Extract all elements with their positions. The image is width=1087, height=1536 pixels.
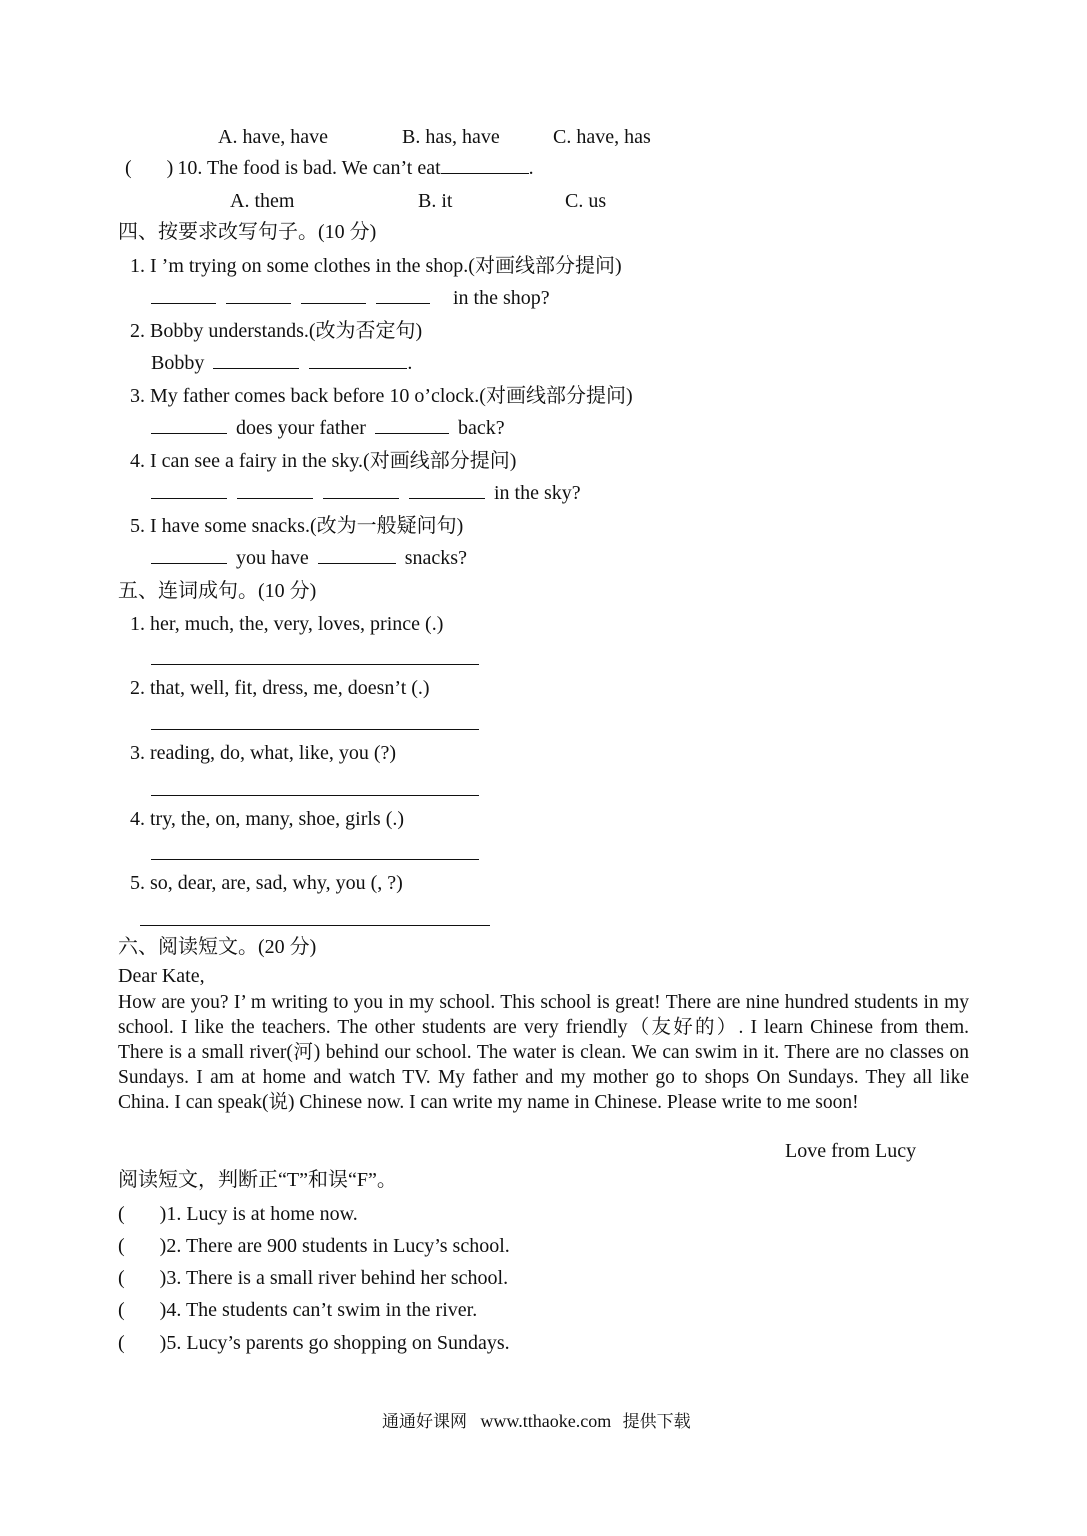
section4-a2 — [151, 353, 412, 373]
tf-item — [118, 1333, 510, 1353]
section4-a4 — [151, 483, 581, 503]
section5-q3: 3. reading, do, what, like, you (?) — [130, 742, 397, 764]
section4-heading: 四、按要求改写句子。(10 分) — [118, 221, 377, 243]
answer-blank — [151, 432, 227, 434]
tf-item — [118, 1236, 510, 1256]
section4-q2: 2. Bobby understands.(改为否定句) — [130, 320, 423, 342]
section5-q5: 5. so, dear, are, sad, why, you (, ?) — [130, 872, 403, 894]
tf-item — [118, 1268, 508, 1288]
section4-q4: 4. I can see a fairy in the sky.(对画线部分提问) — [130, 450, 517, 472]
section4-a5-mid: you have — [236, 547, 309, 569]
section4-q1: 1. I ’m trying on some clothes in the shop.(对画线部分提问) — [130, 255, 622, 277]
letter-body: How are you? I’ m writing to you in my school. This school is great! There are nine hundred students in my school. I like the teachers. The other students are very friendly（友好的）. I learn Chinese from them. There is a small river(河) behind our school. The water is clean. We can swim in it. There are no classes on Sundays. I am at home and watch TV. My father and my mother go to shops On Sundays. They all like China. I can speak(说) Chinese now. I can write my name in Chinese. Please write to me soon! — [118, 992, 969, 1113]
answer-line — [151, 664, 479, 665]
answer-paren: ( ) — [118, 1235, 167, 1257]
answer-paren: ( ) — [118, 1203, 167, 1225]
letter-signoff: Love from Lucy — [785, 1140, 917, 1162]
section4-a3 — [151, 418, 505, 438]
footer-site-name: 通通好课网 — [382, 1412, 467, 1432]
q9-option-c: C. have, has — [553, 126, 651, 148]
section4-a3-mid: does your father — [236, 417, 366, 439]
section5-heading: 五、连词成句。(10 分) — [118, 580, 317, 602]
tf-item — [118, 1204, 358, 1224]
answer-blank — [213, 367, 299, 369]
section4-a5 — [151, 548, 467, 568]
answer-line — [151, 859, 479, 860]
tf-statement: 5. Lucy’s parents go shopping on Sundays. — [166, 1332, 510, 1354]
section4-a2-end: . — [407, 352, 413, 374]
q9-option-b: B. has, have — [402, 126, 500, 148]
section6-instruction: 阅读短文，判断正“T”和误“F”。 — [118, 1169, 397, 1191]
section4-a1-tail: in the shop? — [453, 287, 550, 309]
section6-heading: 六、阅读短文。(20 分) — [118, 936, 317, 958]
answer-blank — [226, 302, 291, 304]
tf-statement: 3. There is a small river behind her school. — [166, 1267, 509, 1289]
section4-a3-tail: back? — [457, 417, 505, 439]
q10-text: 10. The food is bad. We can’t eat — [177, 157, 441, 179]
answer-line — [151, 729, 479, 730]
answer-blank — [309, 367, 407, 369]
tf-statement: 4. The students can’t swim in the river. — [166, 1299, 478, 1321]
q10-question — [125, 158, 534, 178]
answer-line — [151, 795, 479, 796]
answer-blank — [151, 497, 227, 499]
answer-blank — [237, 497, 313, 499]
answer-paren: ( ) — [118, 1299, 167, 1321]
answer-blank — [375, 432, 449, 434]
footer-url[interactable]: www.tthaoke.com — [480, 1411, 612, 1431]
section5-q1: 1. her, much, the, very, loves, prince (.) — [130, 613, 444, 635]
letter-greeting: Dear Kate, — [118, 965, 205, 987]
answer-blank — [151, 562, 227, 564]
answer-blank — [323, 497, 399, 499]
tf-item — [118, 1300, 477, 1320]
answer-blank — [301, 302, 366, 304]
section4-a2-head: Bobby — [151, 352, 205, 374]
answer-paren: ( ) — [125, 157, 174, 179]
section5-q2: 2. that, well, fit, dress, me, doesn’t (.) — [130, 677, 430, 699]
tf-statement: 1. Lucy is at home now. — [166, 1203, 358, 1225]
q10-option-b: B. it — [418, 190, 453, 212]
answer-blank — [409, 497, 485, 499]
q10-option-c: C. us — [565, 190, 607, 212]
tf-statement: 2. There are 900 students in Lucy’s school. — [166, 1235, 510, 1257]
answer-blank — [441, 172, 529, 174]
page-footer — [382, 1412, 691, 1431]
answer-blank — [318, 562, 396, 564]
answer-blank — [151, 302, 216, 304]
footer-provided: 提供下载 — [622, 1412, 691, 1432]
q10-end: . — [528, 157, 534, 179]
section5-q4: 4. try, the, on, many, shoe, girls (.) — [130, 808, 405, 830]
section4-a5-tail: snacks? — [404, 547, 467, 569]
answer-line — [140, 925, 490, 926]
answer-blank — [376, 302, 430, 304]
answer-paren: ( ) — [118, 1332, 167, 1354]
q10-option-a: A. them — [230, 190, 295, 212]
answer-paren: ( ) — [118, 1267, 167, 1289]
section4-q5: 5. I have some snacks.(改为一般疑问句) — [130, 515, 464, 537]
section4-a1 — [151, 288, 550, 308]
q9-option-a: A. have, have — [218, 126, 328, 148]
section4-q3: 3. My father comes back before 10 o’clock.(对画线部分提问) — [130, 385, 633, 407]
section4-a4-tail: in the sky? — [494, 482, 581, 504]
